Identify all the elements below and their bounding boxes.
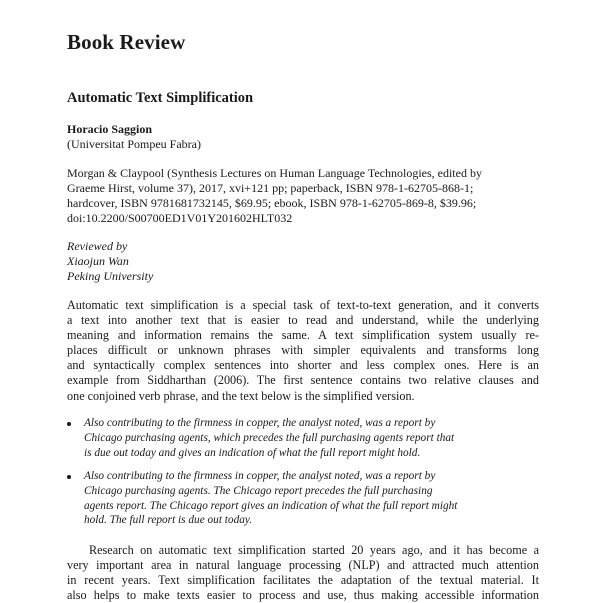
page-title: Book Review <box>67 30 186 54</box>
example-item <box>67 469 539 529</box>
author-block <box>67 122 201 152</box>
paragraph-line: also helps to make texts easier to process and use, thus making accessible information <box>67 588 539 603</box>
author-name: Horacio Saggion <box>67 122 153 136</box>
bullet-icon <box>67 475 71 479</box>
paragraph-line: example from Siddharthan (2006). The first sentence contains two relative clauses and <box>67 373 539 388</box>
example-list <box>67 416 539 536</box>
example-line: agents report. The Chicago report gives an indication of what the full report might <box>84 499 458 512</box>
publication-line: hardcover, ISBN 9781681732145, $69.95; ebook, ISBN 978-1-62705-869-8, $39.96; <box>67 196 477 210</box>
paragraph-line: a text into another text that is easier to read and understand, while the underlying <box>67 313 539 328</box>
reviewer-block <box>67 239 153 284</box>
example-item <box>67 416 539 461</box>
author-affiliation: (Universitat Pompeu Fabra) <box>67 137 201 151</box>
example-line: Also contributing to the firmness in copper, the analyst noted, was a report by <box>84 417 436 429</box>
paragraph-line: one conjoined verb phrase, and the text below is the simplified version. <box>67 388 415 403</box>
bullet-icon <box>67 422 71 426</box>
intro-paragraph <box>67 298 539 404</box>
example-line: Chicago purchasing agents, which precedes the full purchasing agents report that <box>84 431 455 444</box>
example-line: is due out today and gives an indication of what the full report might hold. <box>84 446 421 459</box>
paragraph-line: in recent years. Text simplification facilitates the adaptation of the textual material. It <box>67 573 539 588</box>
example-text <box>84 469 539 529</box>
example-text <box>84 416 539 461</box>
paragraph-line: Research on automatic text simplification started 20 years ago, and it has become a <box>89 543 539 557</box>
paragraph-line: Automatic text simplification is a special task of text-to-text generation, and it converts <box>67 298 539 312</box>
book-title: Automatic Text Simplification <box>67 90 254 106</box>
reviewer-name: Xiaojun Wan <box>67 254 129 268</box>
paragraph-line: very important area in natural language processing (NLP) and attracted much attention <box>67 558 539 573</box>
paragraph-line: and syntactically complex sentences into shorter and less complex ones. Here is an <box>67 358 539 373</box>
paragraph-line: meaning and information remains the same. A text simplification system usually re- <box>67 328 539 343</box>
research-paragraph <box>67 543 539 603</box>
example-line: Also contributing to the firmness in copper, the analyst noted, was a report by <box>84 469 436 482</box>
publication-line: doi:10.2200/S00700ED1V01Y201602HLT032 <box>67 211 293 225</box>
publication-info <box>67 166 547 226</box>
example-line: Chicago purchasing agents. The Chicago report precedes the full purchasing <box>84 484 433 497</box>
example-line: hold. The full report is due out today. <box>84 514 253 527</box>
publication-line: Morgan & Claypool (Synthesis Lectures on Human Language Technologies, edited by <box>67 166 482 180</box>
reviewer-label: Reviewed by <box>67 239 128 253</box>
publication-line: Graeme Hirst, volume 37), 2017, xvi+121 pp; paperback, ISBN 978-1-62705-868-1; <box>67 181 474 195</box>
reviewer-affiliation: Peking University <box>67 269 154 283</box>
paragraph-line: places difficult or unknown phrases with simpler equivalents and transforms long <box>67 343 539 358</box>
